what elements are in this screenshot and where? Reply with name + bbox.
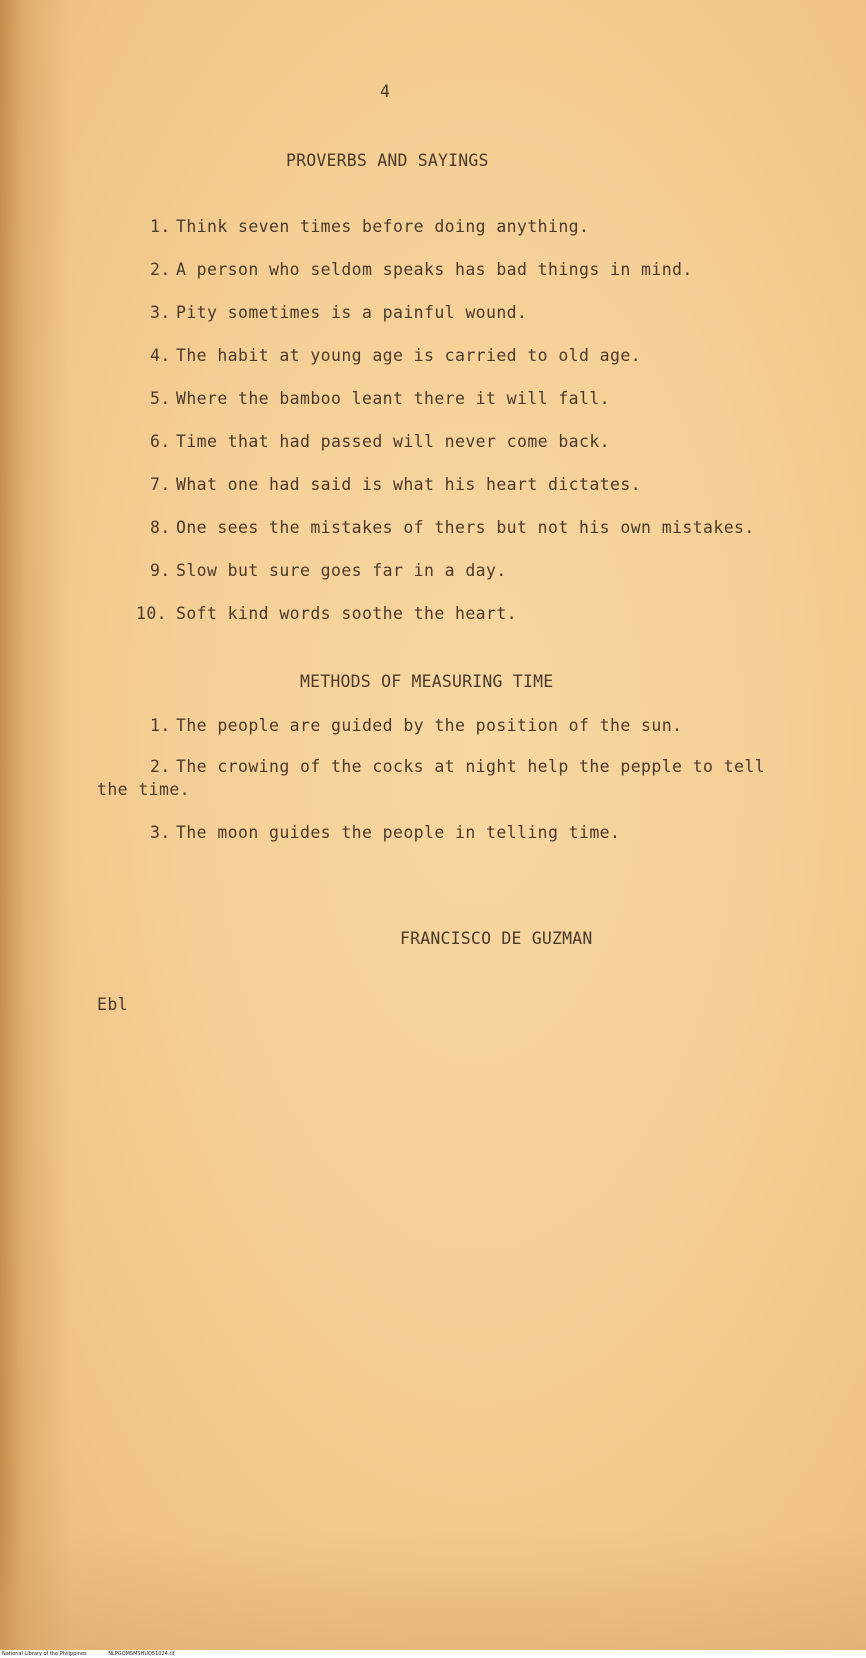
proverb-item [150, 561, 507, 580]
time-method-number: 2. [150, 757, 171, 776]
footer-file-id: NLPGOMSMSHUQ51024.tif [108, 1651, 175, 1657]
proverb-number: 5. [150, 389, 171, 408]
proverb-number: 2. [150, 260, 171, 279]
proverb-number: 1. [150, 217, 171, 236]
proverb-number: 10. [136, 604, 168, 623]
time-method-text: The people are guided by the position of the sun. [176, 716, 683, 735]
proverb-item [150, 475, 641, 494]
time-method-item [150, 823, 620, 842]
proverb-text: Soft kind words soothe the heart. [176, 604, 518, 623]
proverb-item [150, 432, 610, 451]
proverb-item [150, 303, 527, 322]
proverb-text: Pity sometimes is a painful wound. [176, 303, 528, 322]
proverb-text: Think seven times before doing anything. [176, 217, 590, 236]
proverb-item [136, 604, 517, 623]
proverb-number: 8. [150, 518, 171, 537]
page-number: 4 [380, 82, 391, 101]
proverb-item [150, 346, 641, 365]
proverb-item [150, 217, 589, 236]
time-method-number: 3. [150, 823, 171, 842]
proverb-item [150, 389, 610, 408]
time-method-item [150, 716, 682, 735]
time-methods-heading: METHODS OF MEASURING TIME [300, 672, 554, 691]
author-signature: FRANCISCO DE GUZMAN [400, 929, 593, 948]
proverb-item [150, 260, 693, 279]
proverb-text: A person who seldom speaks has bad things in mind. [176, 260, 693, 279]
proverb-text: Slow but sure goes far in a day. [176, 561, 507, 580]
typist-initials: Ebl [97, 995, 129, 1014]
proverb-number: 3. [150, 303, 171, 322]
time-method-text: The crowing of the cocks at night help the pepple to tell [176, 757, 766, 776]
proverb-text: Time that had passed will never come back. [176, 432, 611, 451]
proverb-number: 6. [150, 432, 171, 451]
proverbs-heading: PROVERBS AND SAYINGS [286, 151, 489, 170]
archive-footer [0, 1650, 866, 1658]
proverb-text: One sees the mistakes of thers but not his own mistakes. [176, 518, 755, 537]
time-method-text: The moon guides the people in telling time. [176, 823, 621, 842]
proverb-text: Where the bamboo leant there it will fall. [176, 389, 611, 408]
time-method-continuation: the time. [97, 780, 191, 799]
proverb-number: 7. [150, 475, 171, 494]
proverb-text: The habit at young age is carried to old age. [176, 346, 642, 365]
proverb-number: 9. [150, 561, 171, 580]
time-method-number: 1. [150, 716, 171, 735]
proverb-item [150, 518, 755, 537]
proverb-text: What one had said is what his heart dictates. [176, 475, 642, 494]
proverb-number: 4. [150, 346, 171, 365]
footer-library: National Library of the Philippines [2, 1651, 87, 1657]
time-method-item [150, 757, 765, 776]
